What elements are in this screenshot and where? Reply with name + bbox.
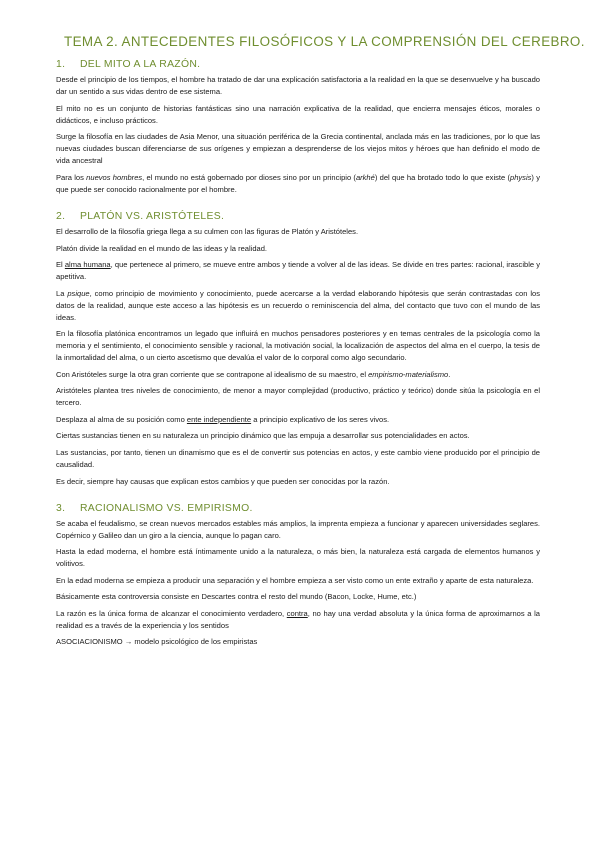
text-run: La: [56, 288, 68, 298]
paragraph: Aristóteles plantea tres niveles de conocimiento, de menor a mayor complejidad (productivo, práctico y teórico) donde sitúa la psicología en el tercero.: [56, 386, 540, 408]
section-number: 2.: [56, 211, 66, 223]
section-number: 3.: [56, 502, 66, 514]
text-run: Desplaza al alma de su posición como: [56, 414, 187, 424]
paragraph: Ciertas sustancias tienen en su naturaleza un principio dinámico que las empuja a desarrollar sus potencialidades en actos.: [56, 431, 470, 441]
emphasis-text: arkhé: [355, 172, 375, 182]
section-racionalismo-empirismo: [56, 503, 540, 649]
text-run: El: [56, 259, 65, 269]
underlined-text: alma humana: [64, 259, 111, 269]
emphasis-text: physis: [510, 172, 532, 182]
section-title: DEL MITO A LA RAZÓN.: [80, 59, 201, 70]
paragraph: Se acaba el feudalismo, se crean nuevos mercados estables más amplios, la imprenta empieza a funcionar y aparecen universidades seglares. Copérnico y Galileo dan un giro a la ciencia, aunque lo pagan caro.: [56, 518, 540, 540]
section-mito-razon: [56, 59, 540, 196]
text-run: La razón es la única forma de alcanzar el conocimiento verdadero,: [56, 608, 287, 618]
text-run: .: [448, 369, 451, 379]
paragraph: Desde el principio de los tiempos, el hombre ha tratado de dar una explicación satisfactoria a la realidad en la que se desenvuelve y ha buscado dar un sentido a sus vidas dentro de ese sistema.: [56, 75, 540, 97]
paragraph: Hasta la edad moderna, el hombre está íntimamente unido a la naturaleza, o más bien, la naturaleza está cargada de elementos humanos y volitivos.: [56, 547, 540, 569]
paragraph: Platón divide la realidad en el mundo de las ideas y la realidad.: [56, 243, 268, 253]
section-heading: [56, 503, 540, 514]
text-run: a principio explicativo de los seres vivos.: [251, 414, 390, 424]
paragraph: El mito no es un conjunto de historias fantásticas sino una narración explicativa de la realidad, que encierra mensajes éticos, morales o didácticos, e incluso prácticos.: [56, 103, 540, 125]
paragraph: Es decir, siempre hay causas que explican estos cambios y que pueden ser conocidas por la razón.: [56, 476, 390, 486]
text-run: ) y que puede ser conocido racionalmente por el hombre.: [56, 172, 540, 194]
paragraph: El desarrollo de la filosofía griega llega a su culmen con las figuras de Platón y Aristóteles.: [56, 227, 359, 237]
text-run: , como principio de movimiento y conocimiento, puede acercarse a la verdad elaborando hipótesis que serán contrastadas con los datos de la realidad, aunque este acceso a las hipótesis es un recuerdo o reminiscencia del alma, del contacto que tuvo con el mundo de las ideas.: [56, 288, 540, 322]
paragraph: [56, 259, 540, 283]
underlined-text: contra: [286, 608, 308, 618]
paragraph: En la filosofía platónica encontramos un legado que influirá en muchos pensadores posteriores y en temas centrales de la psicología como la memoria y el sentimiento, el conocimiento sensible y racional, la motivación social, la localización de aspectos del alma en el cuerpo, la tesis de la inmortalidad del alma, o un cierto ascetismo que devalúa el valor de lo corporal como algo secundario.: [56, 329, 540, 363]
page-title: TEMA 2. ANTECEDENTES FILOSÓFICOS Y LA COMPRENSIÓN DEL CEREBRO.: [64, 34, 585, 49]
text-run: Con Aristóteles surge la otra gran corriente que se contrapone al idealismo de su maestro, el: [56, 369, 369, 379]
section-number: 1.: [56, 59, 66, 70]
section-title: RACIONALISMO VS. EMPIRISMO.: [80, 502, 253, 514]
paragraph: [56, 288, 540, 324]
text-run: Para los: [56, 172, 87, 182]
paragraph: Básicamente esta controversia consiste en Descartes contra el resto del mundo (Bacon, Locke, Hume, etc.): [56, 592, 417, 602]
text-run: , el mundo no está gobernado por dioses sino por un principio (: [142, 172, 356, 182]
paragraph: Las sustancias, por tanto, tienen un dinamismo que es el de convertir sus potencias en actos, y este cambio viene producido por el principio de causalidad.: [56, 447, 540, 470]
paragraph: Surge la filosofía en las ciudades de Asia Menor, una situación periférica de la Grecia continental, anclada más en las tradiciones, por lo que las nuevas ciudades buscan diferenciarse de sus orígenes y empiezan a desprenderse de los viejos mitos y héroes que han definido el modo de vida ancestral: [56, 132, 540, 166]
paragraph: [56, 608, 540, 632]
paragraph: [56, 414, 540, 426]
document-page: [56, 34, 585, 653]
emphasis-text: empirismo-materialismo: [368, 369, 449, 379]
text-run: , que pertenece al primero, se mueve entre ambos y tiende a volver al de las ideas. Se divide en tres partes: racional, irascible y apetitiva.: [56, 259, 540, 282]
text-run: ) del que ha brotado todo lo que existe (: [374, 172, 511, 182]
section-heading: [56, 211, 540, 222]
paragraph: ASOCIACIONISMO → modelo psicológico de los empiristas: [56, 637, 258, 647]
emphasis-text: psique: [67, 288, 90, 298]
paragraph: [56, 172, 540, 196]
section-platon-aristoteles: [56, 211, 540, 488]
text-run: , no hay una verdad absoluta y la única forma de aproximarnos a la realidad es a través de la experiencia y los sentidos: [56, 608, 540, 630]
section-title: PLATÓN VS. ARISTÓTELES.: [80, 211, 225, 223]
emphasis-text: nuevos hombres: [86, 172, 143, 182]
paragraph: En la edad moderna se empieza a producir una separación y el hombre empieza a ser visto como un ente extraño y aparte de esta naturaleza.: [56, 575, 534, 585]
underlined-text: ente independiente: [186, 414, 252, 424]
section-heading: [56, 59, 540, 70]
paragraph: [56, 369, 540, 381]
